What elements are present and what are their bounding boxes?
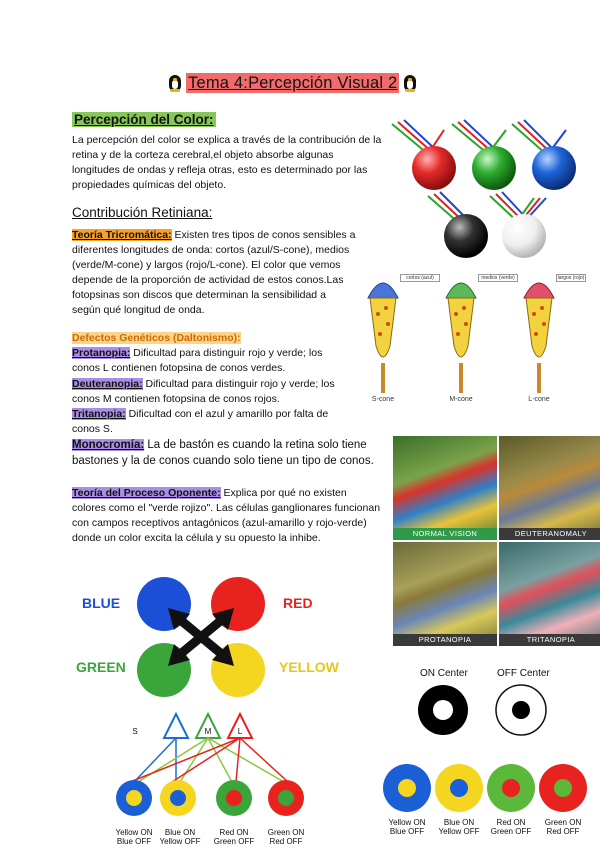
- br-yellow-on-label: Yellow ON Blue OFF: [388, 818, 426, 836]
- m-cone-tag: medios (verde): [478, 274, 518, 282]
- protanopia-paragraph: Protanopia: Dificultad para distinguir rojo y verde; los conos L contienen fotopsina de conos verdes.: [72, 347, 323, 374]
- tritanopia-paragraph: Tritanopia: Dificultad con el azul y amarillo por falta de conos S.: [72, 408, 329, 435]
- s-letter: S: [132, 727, 138, 736]
- l-cone-drawing: [524, 283, 554, 393]
- green-label: GREEN: [76, 659, 126, 675]
- opponent-colors-diagram: [128, 570, 278, 700]
- title-text: Tema 4:Percepción Visual 2: [188, 74, 398, 92]
- monochromacy-paragraph: Monocromía: La de bastón es cuando la retina solo tiene bastones y la de conos cuando solo tiene un tipo de conos.: [72, 439, 374, 467]
- red-label: RED: [283, 595, 313, 611]
- protanopia-label: PROTANOPIA: [393, 634, 497, 646]
- br-green-on-label: Green ON Red OFF: [544, 818, 582, 836]
- l-letter: L: [237, 727, 243, 736]
- normal-vision-label: NORMAL VISION: [393, 528, 497, 540]
- opposition-arrows: [178, 618, 224, 656]
- s-cone-tag: cortos (azul): [400, 274, 440, 282]
- cones-illustration: [358, 268, 588, 408]
- off-center-core: [512, 701, 530, 719]
- trichromatic-label: Teoría Tricromática:: [72, 229, 172, 241]
- opponent-process-paragraph: Teoría del Proceso Oponente: Explica por qué no existen colores como el "verde rojizo". Las células ganglionares funcionan con campos receptivos antagónicos (azul-amarillo y rojo-verde) donde un color excita la célula y su opuesto la inhibe.: [72, 487, 381, 544]
- spheres-illustration: [388, 112, 588, 262]
- tritanopia-label: TRITANOPIA: [499, 634, 600, 646]
- penguin-icon: [168, 74, 182, 92]
- page-title: [168, 72, 433, 94]
- black-sphere: [444, 214, 488, 258]
- on-center-label: ON Center: [420, 668, 468, 679]
- normal-vision-image: [393, 436, 497, 540]
- br-red-on-label: Red ON Green OFF: [490, 818, 532, 836]
- trichromatic-paragraph: [72, 228, 357, 318]
- yellow-label: YELLOW: [279, 659, 339, 675]
- green-on-label: Green ON Red OFF: [267, 828, 305, 846]
- blue-label: BLUE: [82, 595, 121, 611]
- red-sphere: [412, 146, 456, 190]
- blue-on-label: Blue ON Yellow OFF: [159, 828, 201, 846]
- opponent-cells-row: [380, 760, 590, 816]
- red-on-label: Red ON Green OFF: [213, 828, 255, 846]
- m-cone-label: M-cone: [449, 396, 473, 403]
- deuteranopia-paragraph: Deuteranopia: Dificultad para distinguir rojo y verde; los conos M contienen fotopsina de conos rojos.: [72, 378, 335, 405]
- defects-heading: Defectos Genéticos (Daltonismo):: [72, 332, 241, 344]
- protanopia-image: [393, 542, 497, 646]
- s-cone-drawing: [368, 283, 398, 393]
- on-center-core: [433, 700, 453, 720]
- off-center-label: OFF Center: [497, 668, 550, 679]
- center-surround-diagram: [414, 682, 554, 738]
- l-cone-label: L-cone: [528, 396, 550, 403]
- blue-sphere: [532, 146, 576, 190]
- tritanopia-image: [499, 542, 600, 646]
- green-sphere: [472, 146, 516, 190]
- white-sphere: [502, 214, 546, 258]
- m-letter: M: [204, 727, 212, 736]
- s-cone-triangle: [164, 714, 188, 738]
- br-blue-on-label: Blue ON Yellow OFF: [438, 818, 480, 836]
- deuteranomaly-label: DEUTERANOMALY: [499, 528, 600, 540]
- deuteranomaly-image: [499, 436, 600, 540]
- yellow-on-label: Yellow ON Blue OFF: [115, 828, 153, 846]
- penguin-icon: [403, 74, 417, 92]
- color-perception-text: La percepción del color se explica a través de la contribución de la retina y de la corteza cerebral,el objeto absorbe algunas longitudes de ondas y refleja otras, esto es determinado por las propiedades químicas del objeto.: [72, 134, 382, 191]
- color-perception-heading: Percepción del Color:: [74, 112, 214, 127]
- s-cone-label: S-cone: [371, 396, 395, 403]
- trichromatic-text: Existen tres tipos de conos sensibles a diferentes longitudes de onda: cortos (azul/S-cone), medios (verde/M-cone) y largos (rojo/L-cone). El color que vemos depende de la proporción de actividad de estos conos.Las fotopsinas son discos que determinan la sensibilidad a según qué longitud de onda.: [72, 229, 356, 316]
- l-cone-tag: largos (rojo): [557, 275, 585, 281]
- retinal-heading: Contribución Retiniana:: [72, 205, 213, 220]
- m-cone-drawing: [446, 283, 476, 393]
